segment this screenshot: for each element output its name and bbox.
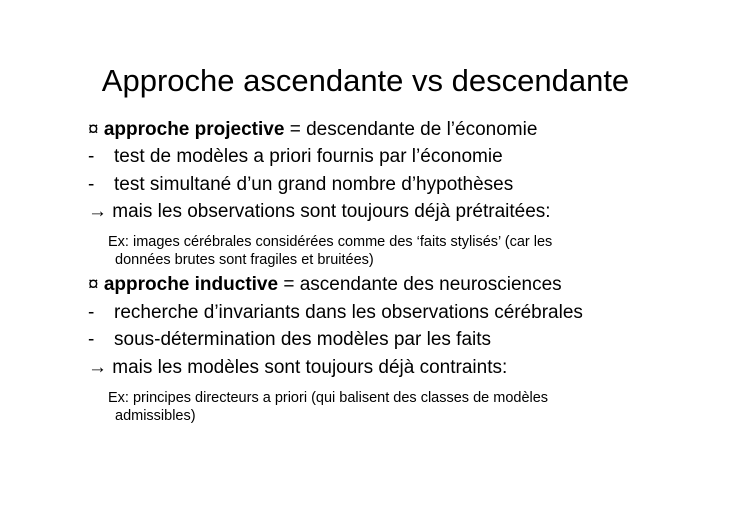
- section2-definition: = ascendante des neurosciences: [278, 274, 562, 295]
- section1-example-line2: données brutes sont fragiles et bruitées): [115, 252, 374, 268]
- section1-example-line1: Ex: images cérébrales considérées comme des ‘faits stylisés’ (car les: [108, 234, 553, 250]
- section1-item-2-text: test simultané d’un grand nombre d’hypothèses: [114, 174, 514, 195]
- section2-item-1-text: recherche d’invariants dans les observations cérébrales: [114, 302, 583, 323]
- section1-bullet: ¤: [88, 119, 99, 140]
- section2-item-2-text: sous-détermination des modèles par les faits: [114, 329, 492, 350]
- right-arrow-icon: →: [88, 201, 107, 222]
- section1-item-1-text: test de modèles a priori fournis par l’économie: [114, 146, 503, 167]
- section1-definition: = descendante de l’économie: [284, 119, 538, 140]
- dash-marker: -: [88, 329, 95, 350]
- section2-example: [108, 389, 668, 425]
- section1-heading: [88, 119, 537, 141]
- section1-item-2: [88, 174, 513, 196]
- section1-conclusion-text: mais les observations sont toujours déjà prétraitées:: [107, 201, 551, 222]
- section2-conclusion-text: mais les modèles sont toujours déjà contraints:: [107, 357, 508, 378]
- section2-item-2: [88, 329, 491, 351]
- section2-term: approche inductive: [103, 274, 279, 295]
- section1-term: approche projective: [103, 119, 285, 140]
- slide-title: Approche ascendante vs descendante: [101, 63, 630, 98]
- dash-marker: -: [88, 174, 95, 195]
- section2-heading: [88, 274, 562, 296]
- section1-example: [108, 233, 668, 269]
- section1-conclusion: [88, 201, 551, 223]
- right-arrow-icon: →: [88, 357, 107, 378]
- section2-item-1: [88, 302, 583, 324]
- section2-example-line1: Ex: principes directeurs a priori (qui balisent des classes de modèles: [108, 390, 549, 406]
- dash-marker: -: [88, 302, 95, 323]
- section1-item-1: [88, 146, 503, 168]
- section2-bullet: ¤: [88, 274, 99, 295]
- dash-marker: -: [88, 146, 95, 167]
- section2-conclusion: [88, 357, 507, 379]
- section2-example-line2: admissibles): [115, 408, 196, 424]
